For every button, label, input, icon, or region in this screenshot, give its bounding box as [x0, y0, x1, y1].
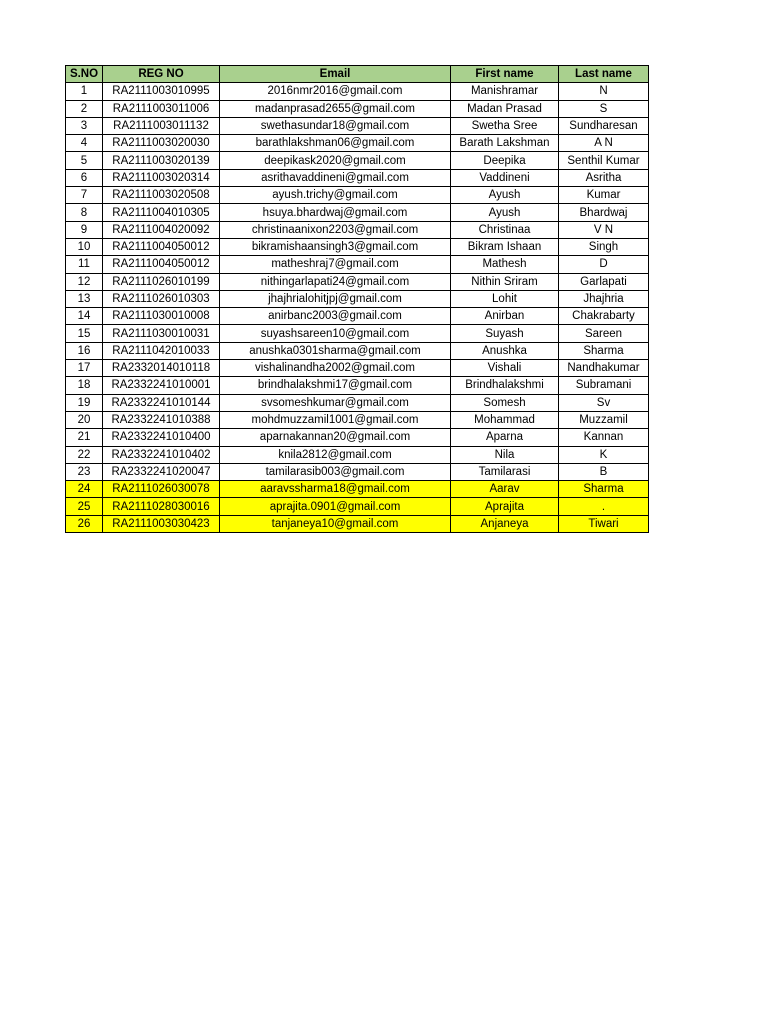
cell-sno[interactable]: 9 — [66, 221, 103, 238]
cell-sno[interactable]: 20 — [66, 411, 103, 428]
cell-first-name[interactable]: Bikram Ishaan — [451, 238, 559, 255]
cell-reg-no[interactable]: RA2111042010033 — [103, 342, 220, 359]
spreadsheet — [65, 65, 649, 533]
cell-reg-no[interactable]: RA2111003011132 — [103, 117, 220, 134]
cell-sno[interactable]: 12 — [66, 273, 103, 290]
cell-reg-no[interactable]: RA2111003020139 — [103, 152, 220, 169]
cell-reg-no[interactable]: RA2111004050012 — [103, 238, 220, 255]
cell-sno[interactable]: 3 — [66, 117, 103, 134]
cell-first-name[interactable]: Nithin Sriram — [451, 273, 559, 290]
cell-last-name[interactable]: B — [559, 463, 649, 480]
cell-sno[interactable]: 8 — [66, 204, 103, 221]
cell-sno[interactable]: 21 — [66, 429, 103, 446]
cell-first-name[interactable]: Swetha Sree — [451, 117, 559, 134]
cell-first-name[interactable]: Aprajita — [451, 498, 559, 515]
cell-sno[interactable]: 2 — [66, 100, 103, 117]
cell-sno[interactable]: 5 — [66, 152, 103, 169]
cell-email[interactable]: aaravssharma18@gmail.com — [220, 481, 451, 498]
cell-reg-no[interactable]: RA2332241010001 — [103, 377, 220, 394]
cell-email[interactable]: vishalinandha2002@gmail.com — [220, 360, 451, 377]
cell-last-name[interactable]: . — [559, 498, 649, 515]
cell-last-name[interactable]: Muzzamil — [559, 411, 649, 428]
table-row — [66, 429, 649, 446]
cell-email[interactable]: barathlakshman06@gmail.com — [220, 135, 451, 152]
cell-last-name[interactable]: Sharma — [559, 481, 649, 498]
table-row — [66, 238, 649, 255]
cell-reg-no[interactable]: RA2332241010402 — [103, 446, 220, 463]
cell-last-name[interactable]: Chakrabarty — [559, 308, 649, 325]
cell-email[interactable]: christinaanixon2203@gmail.com — [220, 221, 451, 238]
cell-email[interactable]: swethasundar18@gmail.com — [220, 117, 451, 134]
cell-email[interactable]: nithingarlapati24@gmail.com — [220, 273, 451, 290]
cell-email[interactable]: bikramishaansingh3@gmail.com — [220, 238, 451, 255]
cell-email[interactable]: anirbanc2003@gmail.com — [220, 308, 451, 325]
table-row — [66, 394, 649, 411]
table-row — [66, 515, 649, 532]
table-row — [66, 273, 649, 290]
cell-first-name[interactable]: Deepika — [451, 152, 559, 169]
cell-first-name[interactable]: Tamilarasi — [451, 463, 559, 480]
cell-email[interactable]: asrithavaddineni@gmail.com — [220, 169, 451, 186]
cell-reg-no[interactable]: RA2332014010118 — [103, 360, 220, 377]
cell-first-name[interactable]: Anushka — [451, 342, 559, 359]
cell-sno[interactable]: 14 — [66, 308, 103, 325]
cell-last-name[interactable]: Kumar — [559, 187, 649, 204]
cell-email[interactable]: svsomeshkumar@gmail.com — [220, 394, 451, 411]
cell-last-name[interactable]: Tiwari — [559, 515, 649, 532]
header-row — [66, 66, 649, 83]
cell-sno[interactable]: 17 — [66, 360, 103, 377]
table-row — [66, 169, 649, 186]
header-reg-no[interactable]: REG NO — [103, 66, 220, 83]
cell-email[interactable]: hsuya.bhardwaj@gmail.com — [220, 204, 451, 221]
cell-first-name[interactable]: Aparna — [451, 429, 559, 446]
cell-sno[interactable]: 23 — [66, 463, 103, 480]
cell-first-name[interactable]: Manishramar — [451, 83, 559, 100]
table-row — [66, 135, 649, 152]
table-row — [66, 498, 649, 515]
table-row — [66, 256, 649, 273]
cell-first-name[interactable]: Madan Prasad — [451, 100, 559, 117]
cell-first-name[interactable]: Nila — [451, 446, 559, 463]
header-first-name[interactable]: First name — [451, 66, 559, 83]
cell-email[interactable]: madanprasad2655@gmail.com — [220, 100, 451, 117]
cell-last-name[interactable]: Subramani — [559, 377, 649, 394]
cell-reg-no[interactable]: RA2111003020030 — [103, 135, 220, 152]
table-row — [66, 308, 649, 325]
cell-last-name[interactable]: Senthil Kumar — [559, 152, 649, 169]
table-row — [66, 290, 649, 307]
table-row — [66, 325, 649, 342]
cell-last-name[interactable]: Bhardwaj — [559, 204, 649, 221]
cell-last-name[interactable]: Garlapati — [559, 273, 649, 290]
cell-last-name[interactable]: Kannan — [559, 429, 649, 446]
table-row — [66, 83, 649, 100]
cell-reg-no[interactable]: RA2111003010995 — [103, 83, 220, 100]
cell-sno[interactable]: 13 — [66, 290, 103, 307]
cell-reg-no[interactable]: RA2111026010199 — [103, 273, 220, 290]
cell-last-name[interactable]: Singh — [559, 238, 649, 255]
table-row — [66, 187, 649, 204]
cell-reg-no[interactable]: RA2111004050012 — [103, 256, 220, 273]
cell-email[interactable]: 2016nmr2016@gmail.com — [220, 83, 451, 100]
cell-sno[interactable]: 19 — [66, 394, 103, 411]
cell-last-name[interactable]: A N — [559, 135, 649, 152]
cell-first-name[interactable]: Ayush — [451, 187, 559, 204]
cell-last-name[interactable]: S — [559, 100, 649, 117]
cell-email[interactable]: ayush.trichy@gmail.com — [220, 187, 451, 204]
cell-email[interactable]: brindhalakshmi17@gmail.com — [220, 377, 451, 394]
cell-last-name[interactable]: Sundharesan — [559, 117, 649, 134]
table-row — [66, 377, 649, 394]
cell-sno[interactable]: 6 — [66, 169, 103, 186]
header-last-name[interactable]: Last name — [559, 66, 649, 83]
cell-last-name[interactable]: Nandhakumar — [559, 360, 649, 377]
table-row — [66, 100, 649, 117]
cell-email[interactable]: suyashsareen10@gmail.com — [220, 325, 451, 342]
cell-first-name[interactable]: Mohammad — [451, 411, 559, 428]
cell-email[interactable]: matheshraj7@gmail.com — [220, 256, 451, 273]
cell-sno[interactable]: 4 — [66, 135, 103, 152]
cell-sno[interactable]: 22 — [66, 446, 103, 463]
cell-email[interactable]: aprajita.0901@gmail.com — [220, 498, 451, 515]
cell-first-name[interactable]: Aarav — [451, 481, 559, 498]
cell-reg-no[interactable]: RA2111003020508 — [103, 187, 220, 204]
cell-email[interactable]: deepikask2020@gmail.com — [220, 152, 451, 169]
cell-reg-no[interactable]: RA2332241020047 — [103, 463, 220, 480]
cell-first-name[interactable]: Lohit — [451, 290, 559, 307]
cell-first-name[interactable]: Somesh — [451, 394, 559, 411]
cell-reg-no[interactable]: RA2111026010303 — [103, 290, 220, 307]
cell-sno[interactable]: 25 — [66, 498, 103, 515]
table-row — [66, 446, 649, 463]
cell-reg-no[interactable]: RA2332241010144 — [103, 394, 220, 411]
cell-sno[interactable]: 15 — [66, 325, 103, 342]
cell-reg-no[interactable]: RA2111004010305 — [103, 204, 220, 221]
cell-last-name[interactable]: V N — [559, 221, 649, 238]
cell-reg-no[interactable]: RA2111030010008 — [103, 308, 220, 325]
cell-sno[interactable]: 26 — [66, 515, 103, 532]
cell-first-name[interactable]: Vaddineni — [451, 169, 559, 186]
cell-first-name[interactable]: Vishali — [451, 360, 559, 377]
cell-first-name[interactable]: Suyash — [451, 325, 559, 342]
cell-reg-no[interactable]: RA2111028030016 — [103, 498, 220, 515]
cell-email[interactable]: knila2812@gmail.com — [220, 446, 451, 463]
table-row — [66, 204, 649, 221]
cell-email[interactable]: mohdmuzzamil1001@gmail.com — [220, 411, 451, 428]
table-row — [66, 360, 649, 377]
cell-email[interactable]: aparnakannan20@gmail.com — [220, 429, 451, 446]
cell-first-name[interactable]: Christinaa — [451, 221, 559, 238]
cell-sno[interactable]: 10 — [66, 238, 103, 255]
cell-first-name[interactable]: Ayush — [451, 204, 559, 221]
cell-sno[interactable]: 1 — [66, 83, 103, 100]
table-row — [66, 342, 649, 359]
cell-sno[interactable]: 16 — [66, 342, 103, 359]
cell-sno[interactable]: 11 — [66, 256, 103, 273]
table-body — [66, 83, 649, 533]
table-row — [66, 152, 649, 169]
cell-first-name[interactable]: Anjaneya — [451, 515, 559, 532]
cell-sno[interactable]: 24 — [66, 481, 103, 498]
table-row — [66, 463, 649, 480]
cell-email[interactable]: tanjaneya10@gmail.com — [220, 515, 451, 532]
cell-email[interactable]: jhajhrialohitjpj@gmail.com — [220, 290, 451, 307]
cell-last-name[interactable]: Jhajhria — [559, 290, 649, 307]
cell-last-name[interactable]: N — [559, 83, 649, 100]
cell-first-name[interactable]: Brindhalakshmi — [451, 377, 559, 394]
student-table — [65, 65, 649, 533]
cell-last-name[interactable]: Sv — [559, 394, 649, 411]
cell-last-name[interactable]: D — [559, 256, 649, 273]
cell-email[interactable]: anushka0301sharma@gmail.com — [220, 342, 451, 359]
cell-email[interactable]: tamilarasib003@gmail.com — [220, 463, 451, 480]
header-email[interactable]: Email — [220, 66, 451, 83]
cell-first-name[interactable]: Barath Lakshman — [451, 135, 559, 152]
cell-last-name[interactable]: Sharma — [559, 342, 649, 359]
cell-first-name[interactable]: Mathesh — [451, 256, 559, 273]
cell-last-name[interactable]: K — [559, 446, 649, 463]
cell-reg-no[interactable]: RA2111003030423 — [103, 515, 220, 532]
cell-reg-no[interactable]: RA2111026030078 — [103, 481, 220, 498]
cell-reg-no[interactable]: RA2111030010031 — [103, 325, 220, 342]
cell-last-name[interactable]: Asritha — [559, 169, 649, 186]
table-row — [66, 117, 649, 134]
table-row — [66, 481, 649, 498]
cell-reg-no[interactable]: RA2111003020314 — [103, 169, 220, 186]
cell-last-name[interactable]: Sareen — [559, 325, 649, 342]
table-row — [66, 411, 649, 428]
cell-first-name[interactable]: Anirban — [451, 308, 559, 325]
table-row — [66, 221, 649, 238]
cell-reg-no[interactable]: RA2332241010388 — [103, 411, 220, 428]
cell-sno[interactable]: 18 — [66, 377, 103, 394]
cell-sno[interactable]: 7 — [66, 187, 103, 204]
cell-reg-no[interactable]: RA2111004020092 — [103, 221, 220, 238]
cell-reg-no[interactable]: RA2332241010400 — [103, 429, 220, 446]
cell-reg-no[interactable]: RA2111003011006 — [103, 100, 220, 117]
header-sno[interactable]: S.NO — [66, 66, 103, 83]
